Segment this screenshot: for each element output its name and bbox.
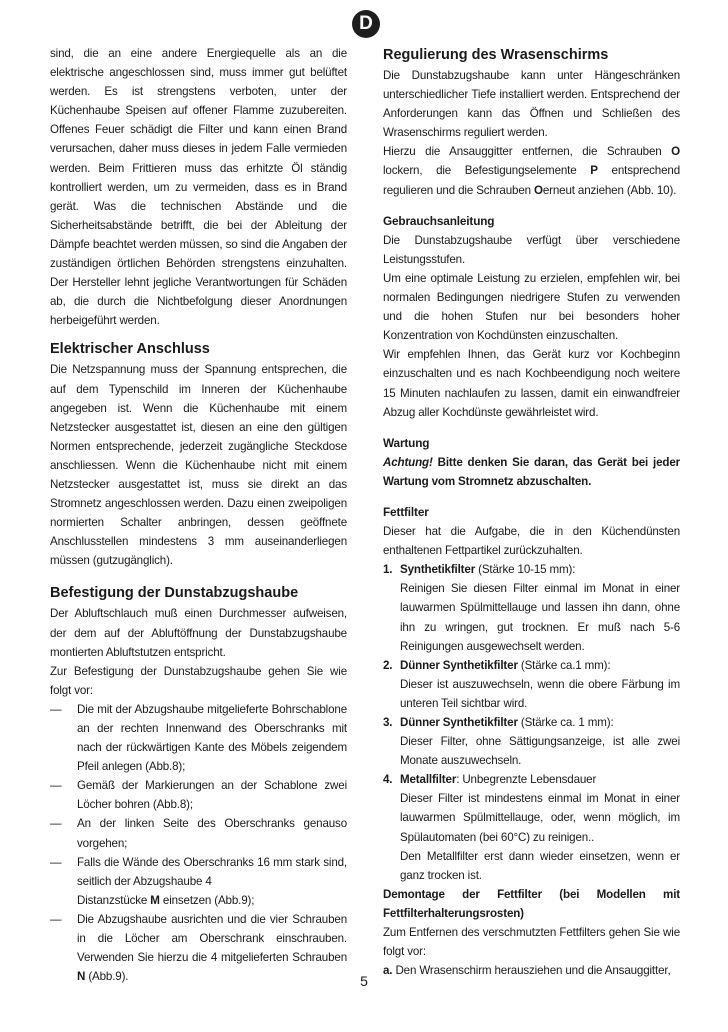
electrical-heading: Elektrischer Anschluss: [50, 341, 210, 358]
electrical-paragraph: Die Netzspannung muss der Spannung entsprechen, die auf dem Typenschild im Inneren der Küchenhaube angegeben ist. Wenn die Küchenhaube mit einem Netzstecker ausgestattet ist, diesen an eine den gültigen Normen entsprechende, jederzeit zugängliche Steckdose anschliessen. Wenn die Küchenhaube nicht mit einem Netzstecker ausgestattet ist, muss sie direkt an das Stromnetz angeschlossen werden. Dazu einen zweipoligen normierten Schalter anbringen, dessen geöffnete Anschlusstellen mindestens 3 mm auseinanderliegen müssen (gutzugänglich).: [50, 363, 347, 568]
maintenance-heading: Wartung: [383, 435, 430, 450]
adjust-heading: Regulierung des Wrasenschirms: [383, 47, 609, 63]
mounting-heading: Befestigung der Dunstabzugshaube: [50, 585, 299, 602]
list-item: 4. Metallfilter: Unbegrenzte Lebensdauer Dieser Filter ist mindestens einmal im Monat in einer lauwarmen Spülmittellauge, oder, wenn möglich, im Spülautomaten (bei 60°C) zu reinigen.. Den Metallfilter erst dann wieder einsetzen, wenn er ganz trocken ist.: [383, 773, 680, 882]
removal-step-a: a. Den Wrasenschirm herausziehen und die Ansauggitter,: [383, 964, 671, 978]
usage-heading: Gebrauchsanleitung: [383, 213, 495, 228]
adjust-paragraph-1: Die Dunstabzugshaube kann unter Hängeschränken unterschiedlicher Tiefe installiert werden. Entsprechend der Anforderungen kann das Öffnen und Schließen des Wrasenschirms reguliert werden.: [383, 69, 680, 140]
language-badge: D: [352, 10, 380, 38]
right-column: [383, 44, 680, 980]
grease-intro: Dieser hat die Aufgabe, die in den Küchendünsten enthaltenen Fettpartikel zurückzuhalten.: [383, 525, 680, 558]
intro-paragraph: sind, die an eine andere Energiequelle als an die elektrische angeschlossen sind, muss immer gut belüftet werden. Es ist strengstens verboten, unter der Küchenhaube Speisen auf offener Flamme zuzubereiten. Offenes Feuer schädigt die Filter und kann einen Brand verursachen, daher muss dieses in jedem Falle vermieden werden. Beim Frittieren muss das erhitzte Öl ständig kontrolliert werden, um zu vermeiden, dass es in Brand gerät. Was die technischen Abstände und die Sicherheitsabstände betrifft, die bei der Ableitung der Dämpfe beachtet werden müssen, so sind die Angaben der zuständigen örtlichen Behörden strengstens einzuhalten. Der Hersteller lehnt jegliche Verantwortungen für Schäden ab, die durch die Nichtbefolgung dieser Anordnungen herbeigeführt werden.: [50, 47, 347, 328]
removal-paragraph: Zum Entfernen des verschmutzten Fettfilters gehen Sie wie folgt vor:: [383, 926, 680, 959]
list-item: 3. Dünner Synthetikfilter (Stärke ca. 1 mm): Dieser Filter, ohne Sättigungsanzeige, ist alle zwei Monate auszuwechseln.: [383, 716, 680, 768]
list-item: — Die Abzugshaube ausrichten und die vier Schrauben in die Löcher am Oberschrank einschrauben. Verwenden Sie hierzu die 4 mitgelieferten Schrauben N (Abb.9).: [50, 910, 347, 986]
adjust-paragraph-2: Hierzu die Ansauggitter entfernen, die Schrauben O lockern, die Befestigungselemente P entsprechend regulieren und die Schrauben Oerneut anziehen (Abb. 10).: [383, 145, 680, 197]
mounting-steps: [50, 700, 347, 986]
maintenance-warning: Achtung! Bitte denken Sie daran, das Gerät bei jeder Wartung vom Stromnetz abzuschalten.: [383, 455, 680, 488]
usage-paragraph-1: Die Dunstabzugshaube verfügt über verschiedene Leistungsstufen.: [383, 233, 680, 266]
grease-heading: Fettfilter: [383, 504, 429, 519]
list-item: — Die mit der Abzugshaube mitgelieferte Bohrschablone an der rechten Innenwand des Oberschranks mit nach der rückwärtigen Kante des Möbels zeigendem Pfeil anlegen (Abb.8);: [50, 700, 347, 776]
list-item: — Gemäß der Markierungen an der Schablone zwei Löcher bohren (Abb.8);: [50, 776, 347, 814]
usage-paragraph-3: Wir empfehlen Ihnen, das Gerät kurz vor Kochbeginn einzuschalten und es nach Kochbeendigung noch weitere 15 Minuten nachlaufen zu lassen, damit ein einwandfreier Abzug aller Kochdünste gewährleistet wird.: [383, 348, 680, 419]
list-item: — An der linken Seite des Oberschranks genauso vorgehen;: [50, 814, 347, 852]
usage-paragraph-2: Um eine optimale Leistung zu erzielen, empfehlen wir, bei normalen Bedingungen niedrigere Stufen zu verwenden und die hohen Stufen nur bei besonders hoher Konzentration von Kochdünsten einzuschalten.: [383, 271, 680, 343]
filter-list: [383, 560, 680, 885]
list-item: — Falls die Wände des Oberschranks 16 mm stark sind, seitlich der Abzugshaube 4 Distanzstücke M einsetzen (Abb.9);: [50, 853, 347, 910]
left-column: [50, 44, 347, 986]
page-number: 5: [360, 973, 368, 989]
list-item: 1. Synthetikfilter (Stärke 10-15 mm): Reinigen Sie diesen Filter einmal im Monat in einer lauwarmen Spülmittellauge und lassen ihn dann, ohne ihn zu wringen, gut trocknen. Er muß nach 5-6 Reinigungen ausgewechselt werden.: [383, 563, 680, 653]
removal-heading: Demontage der Fettfilter (bei Modellen mit Fettfilterhalterungsrosten): [383, 887, 680, 920]
list-item: 2. Dünner Synthetikfilter (Stärke ca.1 mm): Dieser ist auszuwechseln, wenn die obere Färbung im unteren Teil sichtbar wird.: [383, 658, 680, 710]
mounting-paragraph-1: Der Abluftschlauch muß einen Durchmesser aufweisen, der dem auf der Abluftöffnung der Dunstabzugshaube montierten Abluftstutzen entspricht.: [50, 607, 347, 659]
mounting-paragraph-2: Zur Befestigung der Dunstabzugshaube gehen Sie wie folgt vor:: [50, 664, 347, 697]
